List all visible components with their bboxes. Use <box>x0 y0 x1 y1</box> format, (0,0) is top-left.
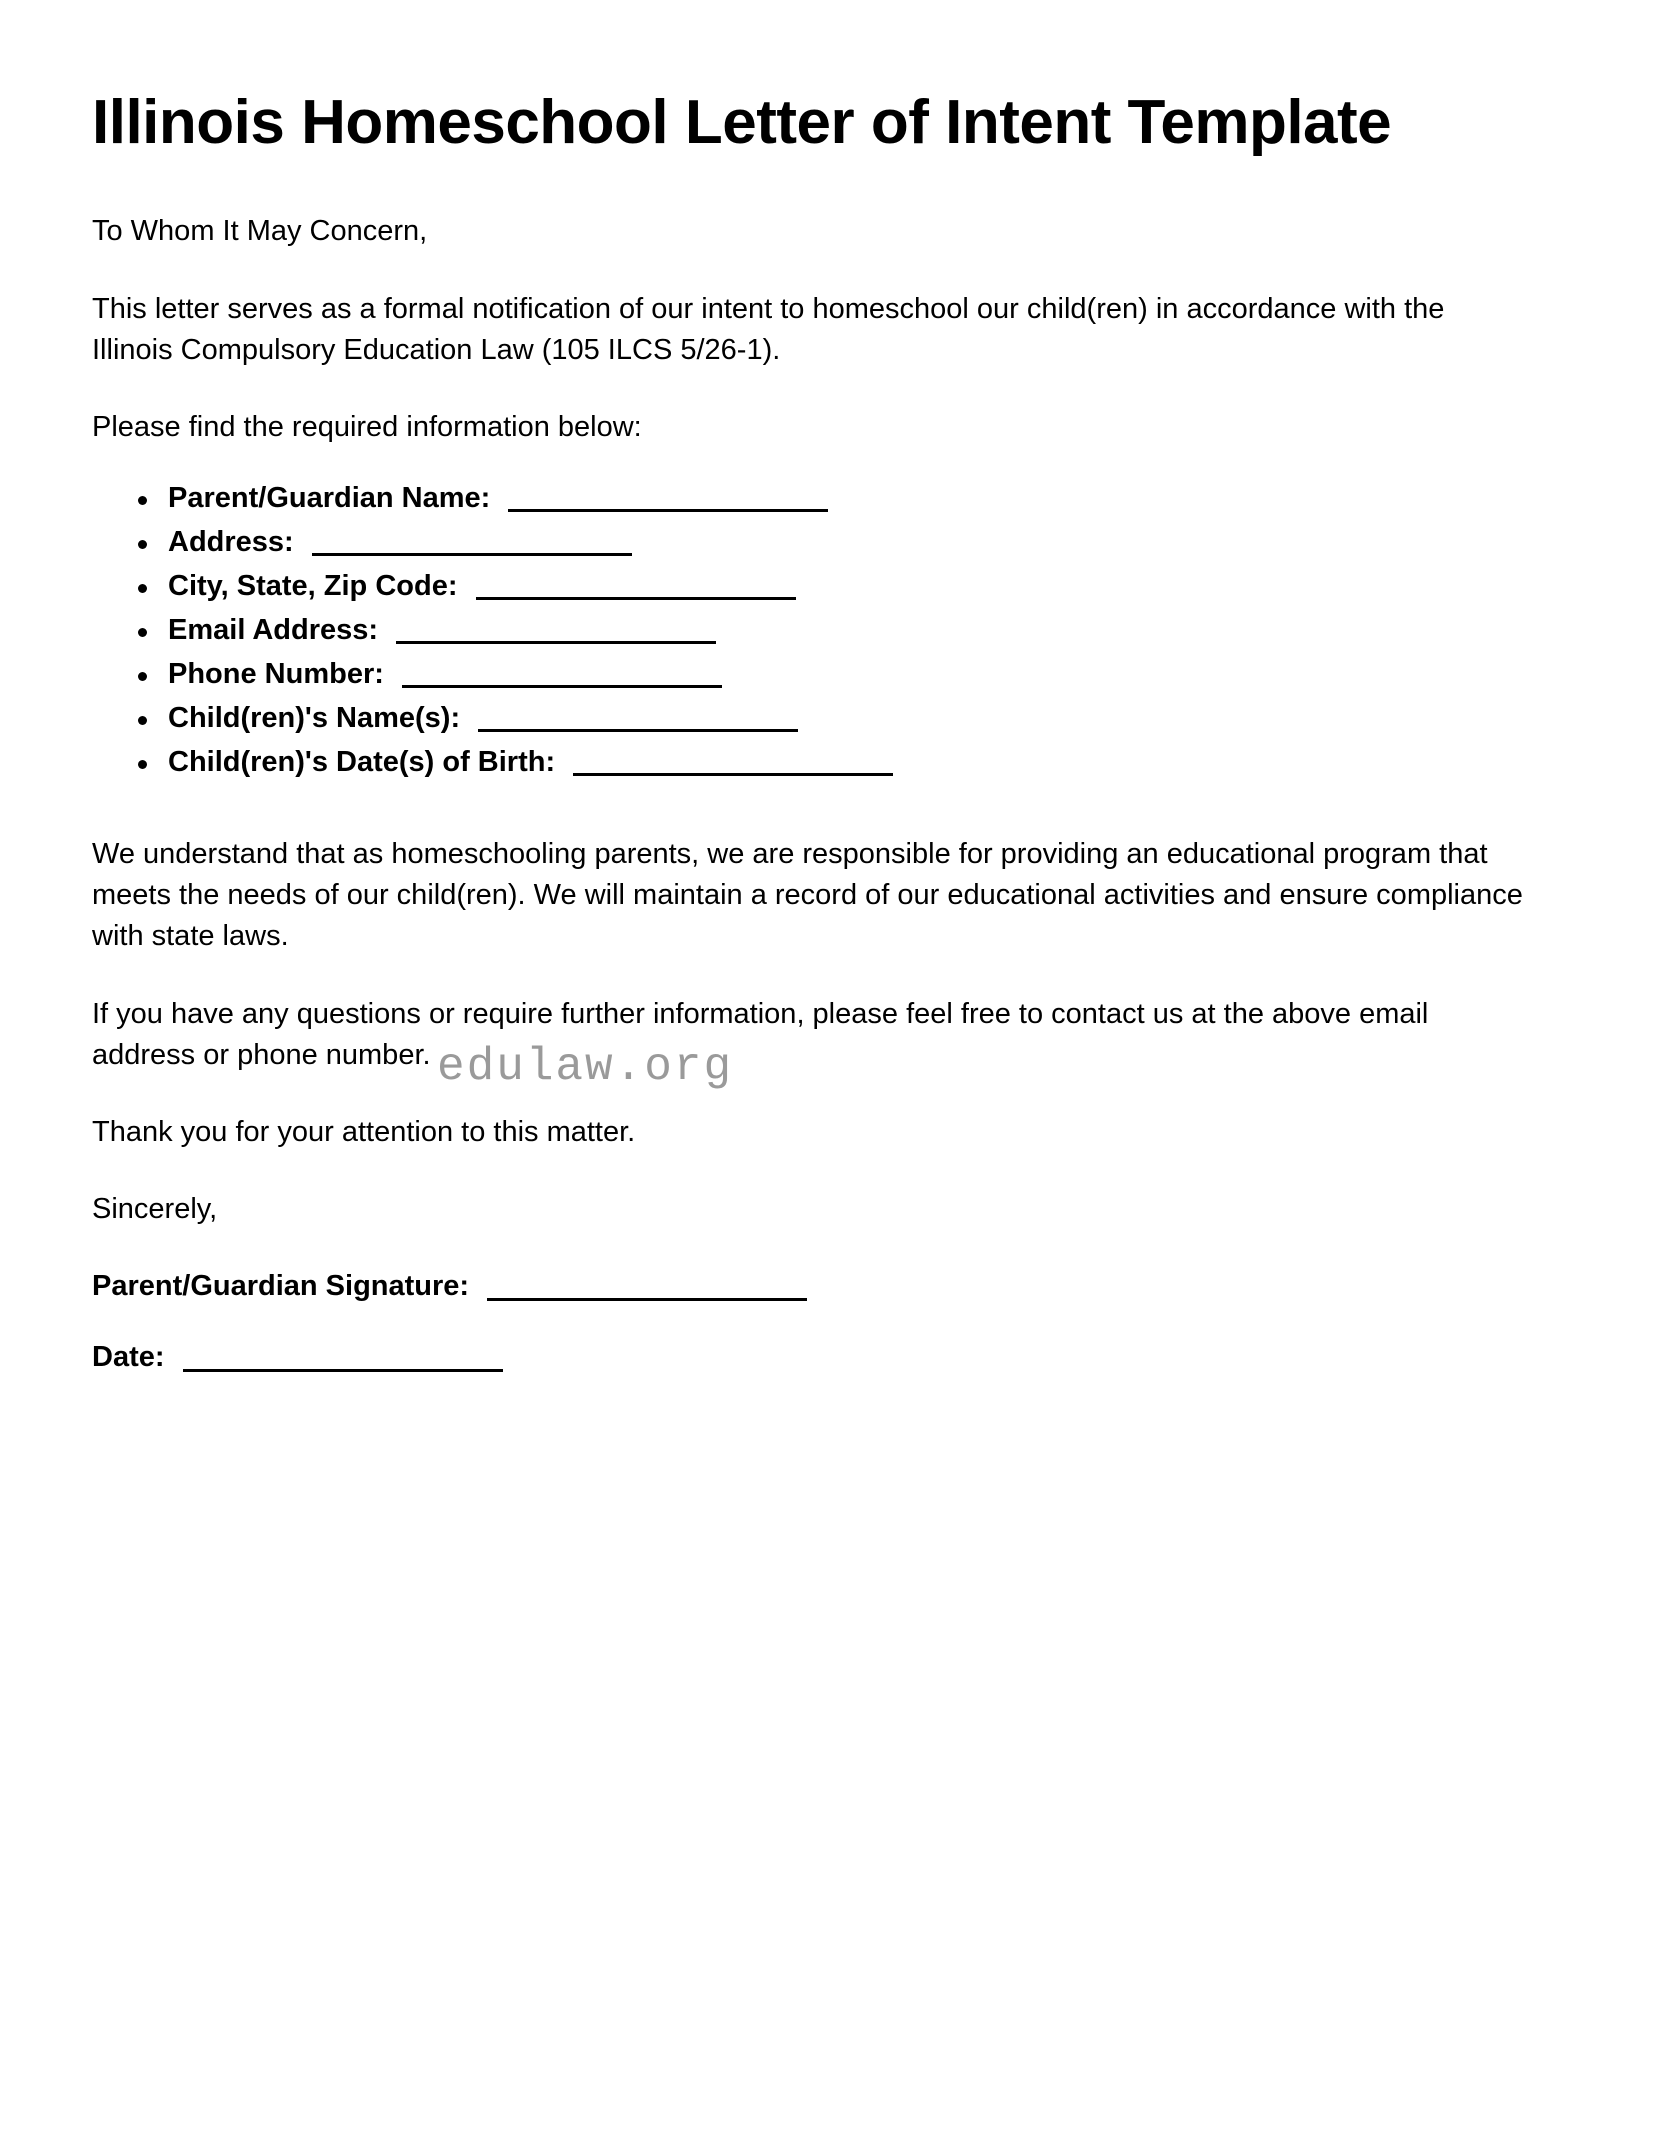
salutation-text: To Whom It May Concern, <box>92 215 428 248</box>
spacer <box>92 448 1532 484</box>
field-input-city-state-zip[interactable] <box>476 573 796 601</box>
field-input-children-dates-of-birth[interactable] <box>573 749 893 777</box>
field-label-children-names: Child(ren)'s Name(s): <box>168 702 461 735</box>
thanks-paragraph: Thank you for your attention to this matter. <box>92 1115 636 1148</box>
date-line <box>92 1343 1532 1372</box>
list-item <box>92 616 1532 645</box>
field-label-children-dates-of-birth: Child(ren)'s Date(s) of Birth: <box>168 746 556 779</box>
list-item <box>92 528 1532 557</box>
spacer <box>92 792 1532 834</box>
signature-label: Parent/Guardian Signature: <box>92 1270 470 1303</box>
list-item <box>92 704 1532 733</box>
spacer <box>92 371 1532 407</box>
date-label: Date: <box>92 1341 165 1374</box>
bullet-icon <box>138 540 147 549</box>
bullet-icon <box>138 584 147 593</box>
field-label-phone-number: Phone Number: <box>168 658 384 691</box>
field-input-address[interactable] <box>312 529 632 557</box>
spacer <box>92 1153 1532 1189</box>
bullet-icon <box>138 496 147 505</box>
date-input[interactable] <box>183 1344 503 1372</box>
list-item <box>92 748 1532 777</box>
page-title: Illinois Homeschool Letter of Intent Template <box>92 88 1392 157</box>
signature-input[interactable] <box>487 1273 807 1301</box>
bullet-icon <box>138 716 147 725</box>
spacer <box>92 157 1532 211</box>
contact-paragraph: If you have any questions or require further information, please feel free to contact us at the above email address or phone number. <box>92 997 1429 1071</box>
spacer <box>92 958 1532 994</box>
field-input-email-address[interactable] <box>396 617 716 645</box>
field-label-parent-guardian-name: Parent/Guardian Name: <box>168 482 491 515</box>
field-label-city-state-zip: City, State, Zip Code: <box>168 570 458 603</box>
spacer <box>92 1230 1532 1272</box>
instruction-text: Please find the required information below: <box>92 410 642 443</box>
list-item <box>92 572 1532 601</box>
intro-paragraph: This letter serves as a formal notification of our intent to homeschool our child(ren) in accordance with the Illinois Compulsory Education Law (105 ILCS 5/26-1). <box>92 292 1445 366</box>
required-information-list <box>92 484 1532 777</box>
watermark: edulaw.org <box>437 1041 734 1093</box>
field-input-phone-number[interactable] <box>402 661 722 689</box>
field-label-address: Address: <box>168 526 294 559</box>
field-input-parent-guardian-name[interactable] <box>508 485 828 513</box>
spacer <box>92 1301 1532 1343</box>
list-item <box>92 660 1532 689</box>
spacer <box>92 1076 1532 1112</box>
responsibility-paragraph: We understand that as homeschooling parents, we are responsible for providing an educational program that meets the needs of our child(ren). We will maintain a record of our educational activities and ensure compliance with state laws. <box>92 838 1523 953</box>
bullet-icon <box>138 628 147 637</box>
signature-line <box>92 1272 1532 1301</box>
spacer <box>92 253 1532 289</box>
field-label-email-address: Email Address: <box>168 614 379 647</box>
list-item <box>92 484 1532 513</box>
bullet-icon <box>138 760 147 769</box>
field-input-children-names[interactable] <box>478 705 798 733</box>
bullet-icon <box>138 672 147 681</box>
closing-text: Sincerely, <box>92 1193 218 1226</box>
